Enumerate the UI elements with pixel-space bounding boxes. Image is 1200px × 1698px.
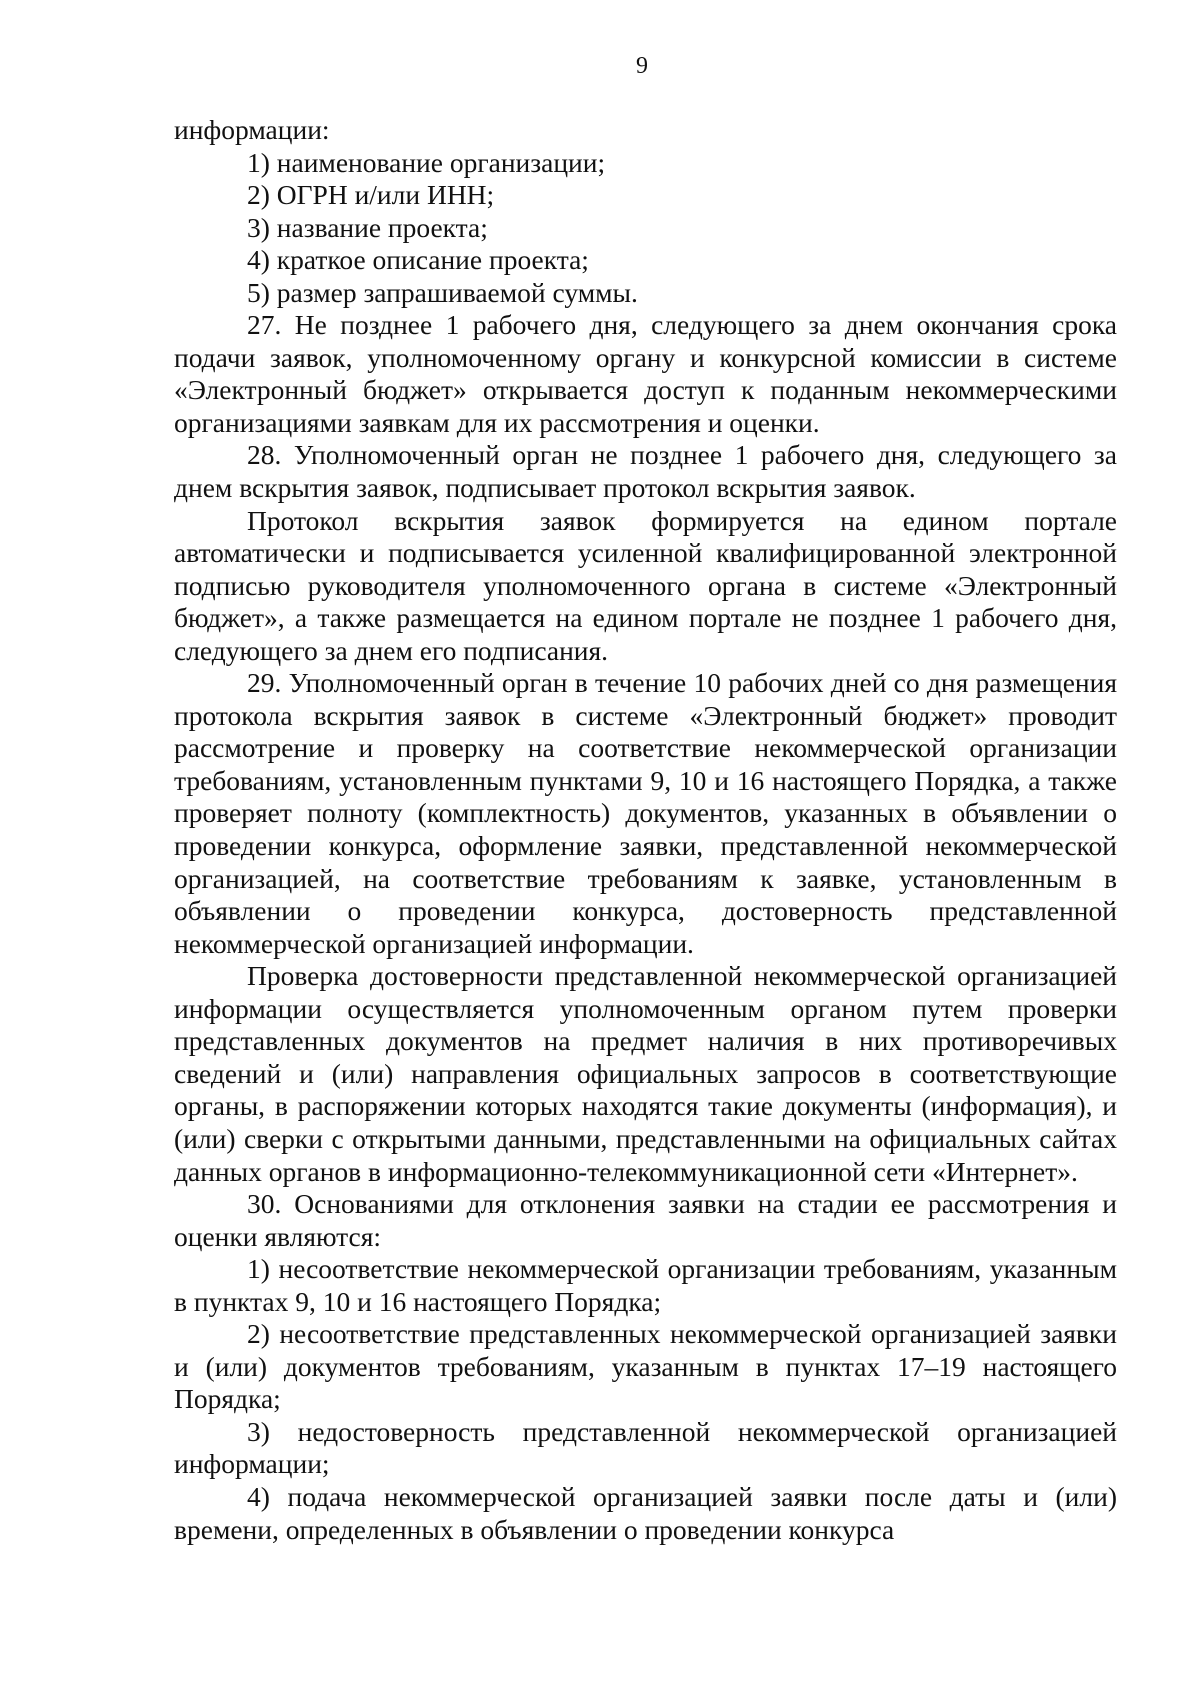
list-item-project-description: 4) краткое описание проекта; — [247, 244, 589, 276]
rejection-reason-2: 2) несоответствие представленных некоммерческой организацией заявки и (или) документов требованиям, указанным в пунктах 17–19 настоящего Порядка; — [174, 1318, 1117, 1415]
list-item-project-name: 3) название проекта; — [247, 211, 488, 243]
page-number: 9 — [636, 53, 648, 79]
clause-27: 27. Не позднее 1 рабочего дня, следующего за днем окончания срока подачи заявок, уполномоченному органу и конкурсной комиссии в системе «Электронный бюджет» открывается доступ к поданным некоммерческими организациями заявкам для их рассмотрения и оценки. — [174, 309, 1117, 438]
list-item-organization-name: 1) наименование организации; — [247, 146, 606, 178]
paragraph-information-continued: информации: — [174, 114, 330, 145]
clause-29: 29. Уполномоченный орган в течение 10 рабочих дней со дня размещения протокола вскрытия заявок в системе «Электронный бюджет» проводит рассмотрение и проверку на соответствие некоммерческой организации требованиям, установленным пунктами 9, 10 и 16 настоящего Порядка, а также проверяет полноту (комплектность) документов, указанных в объявлении о проведении конкурса, оформление заявки, представленной некоммерческой организацией, на соответствие требованиям к заявке, установленным в объявлении о проведении конкурса, достоверность представленной некоммерческой организацией информации. — [174, 667, 1117, 959]
clause-29-verification: Проверка достоверности представленной некоммерческой организацией информации осуществляется уполномоченным органом путем проверки представленных документов на предмет наличия в них противоречивых сведений и (или) направления официальных запросов в соответствующие органы, в распоряжении которых находятся такие документы (информация), и (или) сверки с открытыми данными, представленными на официальных сайтах данных органов в информационно-телекоммуникационной сети «Интернет». — [174, 960, 1117, 1187]
rejection-reason-1: 1) несоответствие некоммерческой организации требованиям, указанным в пунктах 9, 10 и 16 настоящего Порядка; — [174, 1253, 1117, 1317]
list-item-requested-amount: 5) размер запрашиваемой суммы. — [247, 276, 638, 308]
clause-28-protocol: Протокол вскрытия заявок формируется на едином портале автоматически и подписывается усиленной квалифицированной электронной подписью руководителя уполномоченного органа в системе «Электронный бюджет», а также размещается на едином портале не позднее 1 рабочего дня, следующего за днем его подписания. — [174, 504, 1117, 666]
rejection-reason-3: 3) недостоверность представленной некоммерческой организацией информации; — [174, 1415, 1117, 1480]
list-item-ogrn-inn: 2) ОГРН и/или ИНН; — [247, 179, 495, 211]
rejection-reason-4: 4) подача некоммерческой организацией заявки после даты и (или) времени, определенных в объявлении о проведении конкурса — [174, 1480, 1117, 1545]
clause-28: 28. Уполномоченный орган не позднее 1 рабочего дня, следующего за днем вскрытия заявок, подписывает протокол вскрытия заявок. — [174, 439, 1117, 504]
clause-30: 30. Основаниями для отклонения заявки на стадии ее рассмотрения и оценки являются: — [174, 1188, 1117, 1252]
document-body — [174, 114, 1117, 1546]
